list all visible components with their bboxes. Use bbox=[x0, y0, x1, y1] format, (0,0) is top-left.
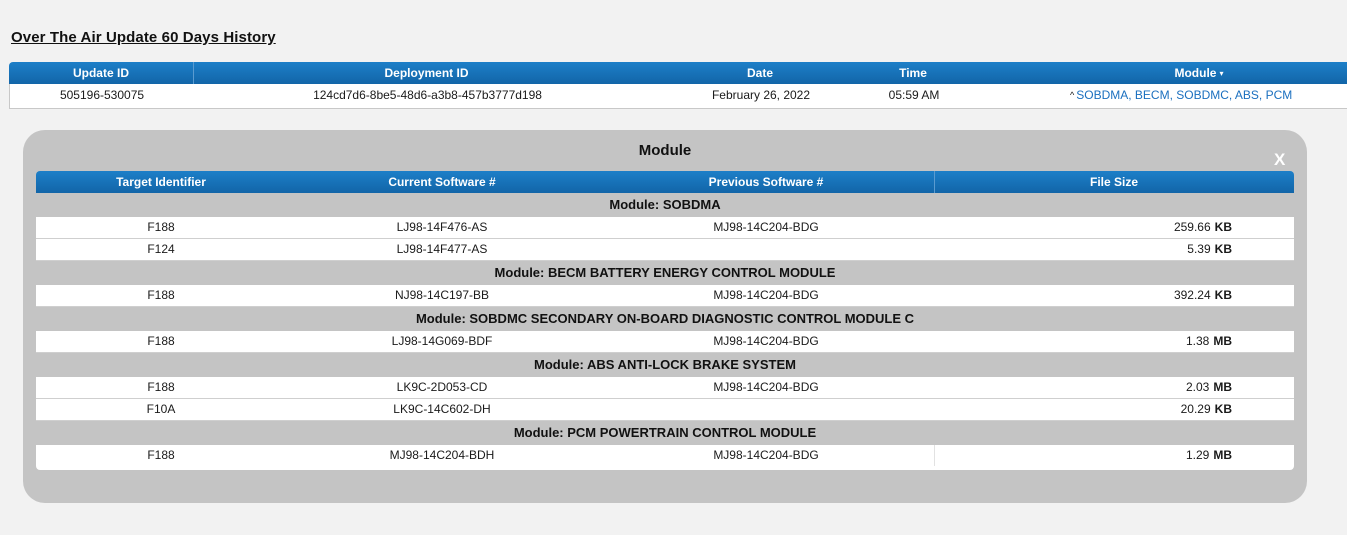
group-label: Module: SOBDMA bbox=[609, 197, 721, 212]
cell-date: February 26, 2022 bbox=[711, 88, 811, 102]
column-header-module[interactable] bbox=[1079, 62, 1319, 85]
cell-file-size bbox=[934, 217, 1232, 238]
file-size-value: 1.38 bbox=[1185, 334, 1210, 348]
file-size-value: 392.24 bbox=[1173, 288, 1211, 302]
column-header-update-id[interactable]: Update ID bbox=[72, 66, 129, 80]
cell-file-size bbox=[934, 377, 1232, 398]
cell-current-software: NJ98-14C197-BB bbox=[394, 288, 490, 302]
chevron-up-icon: ^ bbox=[1070, 90, 1075, 100]
sort-down-icon: ▾ bbox=[1219, 69, 1224, 78]
column-header-time[interactable]: Time bbox=[899, 66, 927, 80]
cell-current-software: LJ98-14F477-AS bbox=[396, 242, 488, 256]
cell-file-size bbox=[934, 239, 1232, 260]
table-row bbox=[36, 331, 1294, 353]
page-title: Over The Air Update 60 Days History bbox=[11, 29, 276, 46]
group-label: Module: ABS ANTI-LOCK BRAKE SYSTEM bbox=[534, 357, 796, 372]
column-header-date[interactable]: Date bbox=[746, 66, 773, 80]
file-size-value: 1.29 bbox=[1185, 448, 1210, 462]
cell-deployment-id: 124cd7d6-8be5-48d6-a3b8-457b3777d198 bbox=[313, 88, 542, 102]
cell-target: F188 bbox=[147, 334, 175, 348]
column-header-file-size[interactable]: File Size bbox=[1089, 175, 1139, 189]
file-size-unit: KB bbox=[1214, 288, 1232, 302]
table-row bbox=[36, 445, 1294, 466]
table-row bbox=[36, 285, 1294, 307]
cell-current-software: MJ98-14C204-BDH bbox=[389, 448, 495, 462]
file-size-unit: MB bbox=[1213, 334, 1232, 348]
cell-file-size bbox=[934, 445, 1232, 466]
cell-previous-software: MJ98-14C204-BDG bbox=[713, 448, 819, 462]
cell-file-size bbox=[934, 399, 1232, 420]
column-header-module-label: Module bbox=[1174, 66, 1217, 80]
file-size-unit: KB bbox=[1214, 242, 1232, 256]
cell-target: F188 bbox=[147, 380, 175, 394]
cell-current-software: LJ98-14G069-BDF bbox=[391, 334, 493, 348]
module-link[interactable]: SOBDMA, BECM, SOBDMC, ABS, PCM bbox=[1076, 88, 1293, 102]
table-row[interactable] bbox=[9, 84, 1347, 109]
cell-previous-software: MJ98-14C204-BDG bbox=[713, 220, 819, 234]
file-size-unit: MB bbox=[1213, 380, 1232, 394]
file-size-unit: KB bbox=[1214, 402, 1232, 416]
cell-target: F188 bbox=[147, 288, 175, 302]
cell-previous-software: MJ98-14C204-BDG bbox=[713, 380, 819, 394]
table-row bbox=[36, 239, 1294, 261]
cell-previous-software: MJ98-14C204-BDG bbox=[713, 334, 819, 348]
column-header-previous-software[interactable]: Previous Software # bbox=[708, 175, 824, 189]
column-header-target-identifier[interactable]: Target Identifier bbox=[116, 175, 206, 189]
cell-target: F188 bbox=[147, 220, 175, 234]
file-size-value: 5.39 bbox=[1187, 242, 1211, 256]
group-label: Module: SOBDMC SECONDARY ON-BOARD DIAGNOSTIC CONTROL MODULE C bbox=[415, 311, 915, 326]
module-list-link[interactable] bbox=[1070, 84, 1298, 106]
column-header-deployment-id[interactable]: Deployment ID bbox=[384, 66, 469, 80]
history-table bbox=[9, 62, 1347, 109]
column-header-current-software[interactable]: Current Software # bbox=[388, 175, 496, 189]
file-size-value: 2.03 bbox=[1185, 380, 1210, 394]
cell-target: F10A bbox=[146, 402, 176, 416]
cell-current-software: LJ98-14F476-AS bbox=[396, 220, 488, 234]
close-button[interactable]: X bbox=[1274, 150, 1286, 169]
modal-title: Module bbox=[638, 142, 692, 159]
table-row bbox=[36, 399, 1294, 421]
cell-previous-software: MJ98-14C204-BDG bbox=[713, 288, 819, 302]
cell-update-id: 505196-530075 bbox=[59, 88, 145, 102]
cell-current-software: LK9C-14C602-DH bbox=[393, 402, 491, 416]
table-row bbox=[36, 217, 1294, 239]
module-table-header bbox=[36, 171, 1294, 193]
cell-time: 05:59 AM bbox=[888, 88, 940, 102]
cell-file-size bbox=[934, 331, 1232, 352]
cell-target: F124 bbox=[147, 242, 175, 256]
file-size-unit: KB bbox=[1214, 220, 1232, 234]
history-table-header bbox=[9, 62, 1347, 84]
module-modal bbox=[23, 130, 1307, 503]
cell-file-size bbox=[934, 285, 1232, 306]
file-size-unit: MB bbox=[1213, 448, 1232, 462]
table-footer bbox=[36, 466, 1294, 470]
group-label: Module: PCM POWERTRAIN CONTROL MODULE bbox=[513, 425, 817, 440]
cell-current-software: LK9C-2D053-CD bbox=[396, 380, 488, 394]
module-table bbox=[36, 171, 1294, 470]
group-label: Module: BECM BATTERY ENERGY CONTROL MODULE bbox=[494, 265, 836, 280]
cell-target: F188 bbox=[147, 448, 175, 462]
file-size-value: 20.29 bbox=[1180, 402, 1211, 416]
file-size-value: 259.66 bbox=[1173, 220, 1211, 234]
table-row bbox=[36, 377, 1294, 399]
